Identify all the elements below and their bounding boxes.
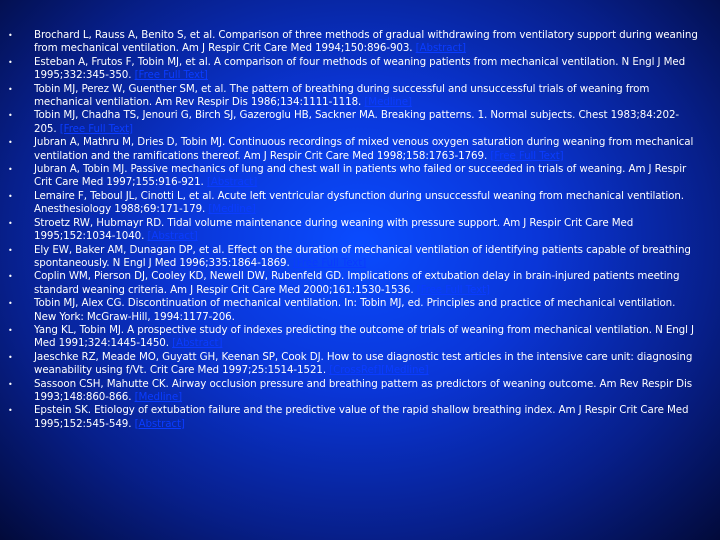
bullet-icon: • bbox=[8, 218, 13, 228]
bullet-icon: • bbox=[8, 272, 13, 282]
reference-text: Coplin WM, Pierson DJ, Cooley KD, Newell DW, Rubenfeld GD. Implications of extubation delay in brain-injured patients meeting standard weaning criteria. Am J Respir Crit Care Med 2000;161:1530-1536. bbox=[34, 270, 680, 296]
reference-item bbox=[0, 270, 720, 297]
reference-link[interactable]: [Medline] bbox=[208, 203, 256, 216]
reference-item bbox=[0, 297, 720, 324]
reference-link[interactable]: [Free Full Text] bbox=[59, 122, 133, 135]
reference-link[interactable]: [Abstract] bbox=[134, 417, 185, 430]
reference-item bbox=[0, 109, 720, 136]
reference-text: Jaeschke RZ, Meade MO, Guyatt GH, Keenan SP, Cook DJ. How to use diagnostic test articles in the intensive care unit: diagnosing weanability using f/Vt. Crit Care Med 1997;25:1514-1521. bbox=[34, 350, 693, 377]
reference-item bbox=[0, 83, 720, 110]
reference-item bbox=[0, 217, 720, 244]
reference-item bbox=[0, 56, 720, 83]
bullet-icon: • bbox=[8, 245, 13, 255]
reference-text: Tobin MJ, Alex CG. Discontinuation of mechanical ventilation. In: Tobin MJ, ed. Principles and practice of mechanical ventilation. New York: McGraw-Hill, 1994:1177-206. bbox=[34, 297, 676, 323]
reference-text: Sassoon CSH, Mahutte CK. Airway occlusion pressure and breathing pattern as predictors of weaning outcome. Am Rev Respir Dis 1993;148:860-866. bbox=[34, 377, 693, 403]
reference-text: Tobin MJ, Chadha TS, Jenouri G, Birch SJ, Gazeroglu HB, Sackner MA. Breaking patterns. 1. Normal subjects. Chest 1983;84:202-205. bbox=[34, 109, 680, 135]
bullet-icon: • bbox=[8, 191, 13, 201]
reference-link[interactable]: [Free Full Text] bbox=[416, 283, 490, 296]
reference-text: Ely EW, Baker AM, Dunagan DP, et al. Effect on the duration of mechanical ventilation of identifying patients capable of breathing spontaneously. N Engl J Med 1996;335:1864-1869. bbox=[34, 243, 691, 269]
reference-text: Stroetz RW, Hubmayr RD. Tidal volume maintenance during weaning with pressure support. Am J Respir Crit Care Med 1995;152:1034-1040. bbox=[34, 216, 634, 243]
reference-text: Yang KL, Tobin MJ. A prospective study of indexes predicting the outcome of trials of weaning from mechanical ventilation. N Engl J Med 1991;324:1445-1450. bbox=[34, 323, 694, 350]
reference-link[interactable]: [Abstract] bbox=[415, 42, 466, 55]
reference-item bbox=[0, 163, 720, 190]
bullet-icon: • bbox=[8, 379, 13, 389]
reference-link[interactable]: [Abstract] bbox=[206, 176, 258, 189]
reference-text: Jubran A, Tobin MJ. Passive mechanics of lung and chest wall in patients who failed or succeeded in trials of weaning. Am J Respir Crit Care Med 1997;155:916-921. bbox=[34, 163, 687, 189]
reference-link[interactable]: [Free Full Text] bbox=[134, 69, 208, 82]
bullet-icon: • bbox=[8, 352, 13, 362]
reference-text: Brochard L, Rauss A, Benito S, et al. Comparison of three methods of gradual withdrawing from ventilatory support during weaning from mechanical ventilation. Am J Respir Crit Care Med 1994;150:896-903. bbox=[34, 29, 698, 55]
reference-text: Lemaire F, Teboul JL, Cinotti L, et al. Acute left ventricular dysfunction during unsuccessful weaning from mechanical ventilation. Anesthesiology 1988;69:171-179. bbox=[34, 189, 684, 216]
reference-link[interactable]: [Free Full Text] bbox=[490, 149, 564, 162]
reference-item bbox=[0, 378, 720, 405]
reference-item bbox=[0, 29, 720, 56]
bullet-icon: • bbox=[8, 325, 13, 335]
reference-item bbox=[0, 244, 720, 271]
reference-item bbox=[0, 404, 720, 431]
bullet-icon: • bbox=[8, 138, 13, 148]
bullet-icon: • bbox=[8, 84, 13, 94]
reference-item bbox=[0, 136, 720, 163]
reference-link[interactable]: [Medline] bbox=[364, 96, 412, 109]
bullet-icon: • bbox=[8, 299, 13, 309]
reference-text: Tobin MJ, Perez W, Guenther SM, et al. The pattern of breathing during successful and unsuccessful trials of weaning from mechanical ventilation. Am Rev Respir Dis 1986;134:1111-1118. bbox=[34, 82, 650, 109]
bullet-icon: • bbox=[8, 111, 13, 121]
reference-link[interactable]: [CrossRef][Medline] bbox=[329, 364, 429, 377]
reference-item bbox=[0, 324, 720, 351]
reference-link[interactable]: [Free Full Text] bbox=[292, 256, 367, 269]
reference-link[interactable]: [Abstract] bbox=[172, 337, 223, 350]
reference-text: Jubran A, Mathru M, Dries D, Tobin MJ. Continuous recordings of mixed venous oxygen saturation during weaning from mechanical ventilation and the ramifications thereof. Am J Respir Crit Care Med 1998;158:1763-1769. bbox=[34, 136, 694, 162]
reference-item bbox=[0, 351, 720, 378]
reference-list bbox=[0, 29, 720, 431]
bullet-icon: • bbox=[8, 57, 13, 67]
bullet-icon: • bbox=[8, 406, 13, 416]
bullet-icon: • bbox=[8, 31, 13, 40]
bullet-icon: • bbox=[8, 165, 13, 175]
reference-text: Epstein SK. Etiology of extubation failure and the predictive value of the rapid shallow breathing index. Am J Respir Crit Care Med 1995;152:545-549. bbox=[34, 404, 689, 430]
reference-text: Esteban A, Frutos F, Tobin MJ, et al. A comparison of four methods of weaning patients from mechanical ventilation. N Engl J Med 1995;332:345-350. bbox=[34, 55, 686, 82]
reference-link[interactable]: [Abstract] bbox=[147, 230, 198, 243]
reference-link[interactable]: [Medline] bbox=[134, 390, 183, 403]
reference-item bbox=[0, 190, 720, 217]
